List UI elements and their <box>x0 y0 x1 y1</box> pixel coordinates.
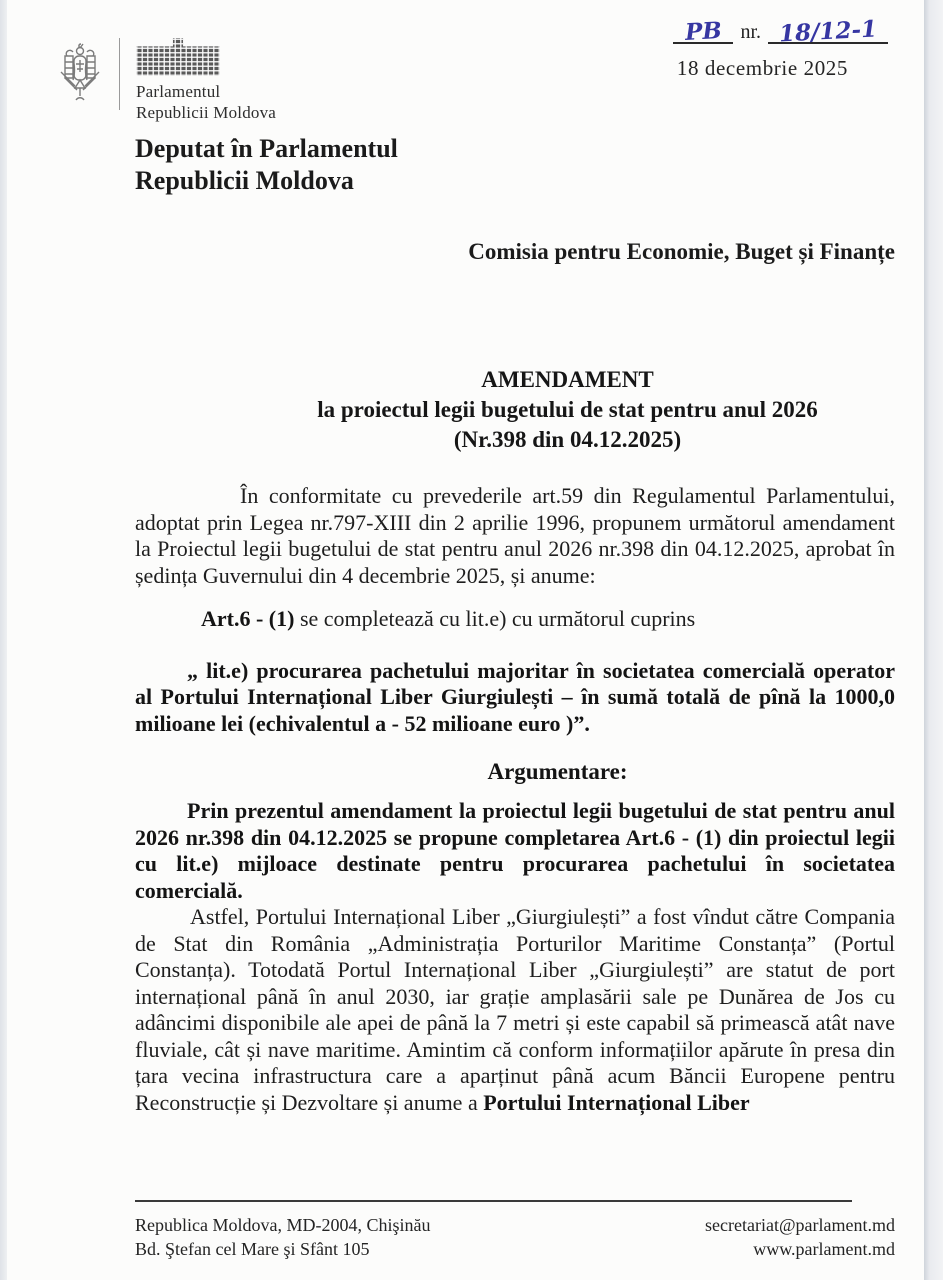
intro-paragraph: În conformitate cu prevederile art.59 din Regulamentul Parlamentului, adoptat prin Legea nr.797-XIII din 2 aprilie 1996, propunem următorul amendament la Proiectul legii bugetului de stat pentru anul 2026 nr.398 din 04.12.2025, aprobat în ședința Guvernului din 4 decembrie 2025, și anume: <box>135 483 895 588</box>
sender-line1: Deputat în Parlamentul <box>135 134 398 163</box>
footer-email: secretariat@parlament.md <box>705 1215 895 1235</box>
org-name-line1: Parlamentul <box>136 82 221 101</box>
sender-line2: Republicii Moldova <box>135 166 354 195</box>
page-left-edge <box>0 0 7 1280</box>
registration-date: 18 decembrie 2025 <box>676 56 848 80</box>
argument-body-paragraph <box>135 904 895 1116</box>
addressee: Comisia pentru Economie, Buget și Finanțe <box>468 239 895 264</box>
argument-heading: Argumentare: <box>487 759 628 784</box>
page-footer <box>135 1200 895 1261</box>
document-title <box>135 365 895 455</box>
handwritten-number: 18/12-1 <box>778 15 878 48</box>
article-reference-rest: se completează cu lit.e) cu următorul cuprins <box>294 606 696 631</box>
title-line3: (Nr.398 din 04.12.2025) <box>453 427 682 452</box>
footer-contacts <box>705 1213 895 1261</box>
sender-block <box>135 133 895 197</box>
argument-lead-paragraph: Prin prezentul amendament la proiectul legii bugetului de stat pentru anul 2026 nr.398 din 04.12.2025 se propune completarea Art.6 - (1) din proiectul legii cu lit.e) mijloace destinate pentru procurarea pachetului în societatea comercială. <box>135 798 895 903</box>
handwritten-code: PB <box>684 17 723 46</box>
footer-address <box>135 1213 430 1261</box>
moldova-coat-of-arms-icon <box>55 42 105 106</box>
org-name-line2: Republicii Moldova <box>136 103 277 122</box>
argument-body-bold-tail: Portului Internațional Liber <box>483 1089 750 1115</box>
nr-label: nr. <box>740 21 761 43</box>
title-line2: la proiectul legii bugetului de stat pentru anul 2026 <box>317 397 818 422</box>
article-reference-line <box>135 606 895 633</box>
footer-address-line1: Republica Moldova, MD-2004, Chişinău <box>135 1215 431 1235</box>
amendment-quote-paragraph: „ lit.e) procurarea pachetului majoritar în societatea comercială operator al Portului Internațional Liber Giurgiulești – în sumă totală de pînă la 1000,0 milioane lei (echivalentul a - 52 milioane euro )”. <box>135 657 895 736</box>
article-reference-bold: Art.6 - (1) <box>201 606 295 631</box>
footer-website: www.parlament.md <box>753 1239 895 1259</box>
footer-address-line2: Bd. Ştefan cel Mare şi Sfânt 105 <box>135 1239 370 1259</box>
argument-body-text: Astfel, Portului Internațional Liber „Giurgiulești” a fost vîndut către Compania de Stat din România „Administrația Porturilor Maritime Constanța” (Portul Constanța). Totodată Portul Internațional Liber „Giurgiulești” are statut de port internațional până în anul 2030, iar grație amplasării sale pe Dunărea de Jos cu adâncimi disponibile ale apei de până la 7 metri și este capabil să primească atât nave fluviale, cât și nave maritime. Amintim că conform informațiilor apărute în presa din țara vecina infrastructura care a aparținut până acum Băncii Europene pentru Reconstrucție și Dezvoltare și anume a <box>135 904 895 1115</box>
letterhead-divider <box>119 38 120 110</box>
title-line1: AMENDAMENT <box>481 367 654 392</box>
footer-divider <box>135 1200 852 1202</box>
page-right-edge <box>924 0 943 1280</box>
document-content <box>135 0 895 1116</box>
